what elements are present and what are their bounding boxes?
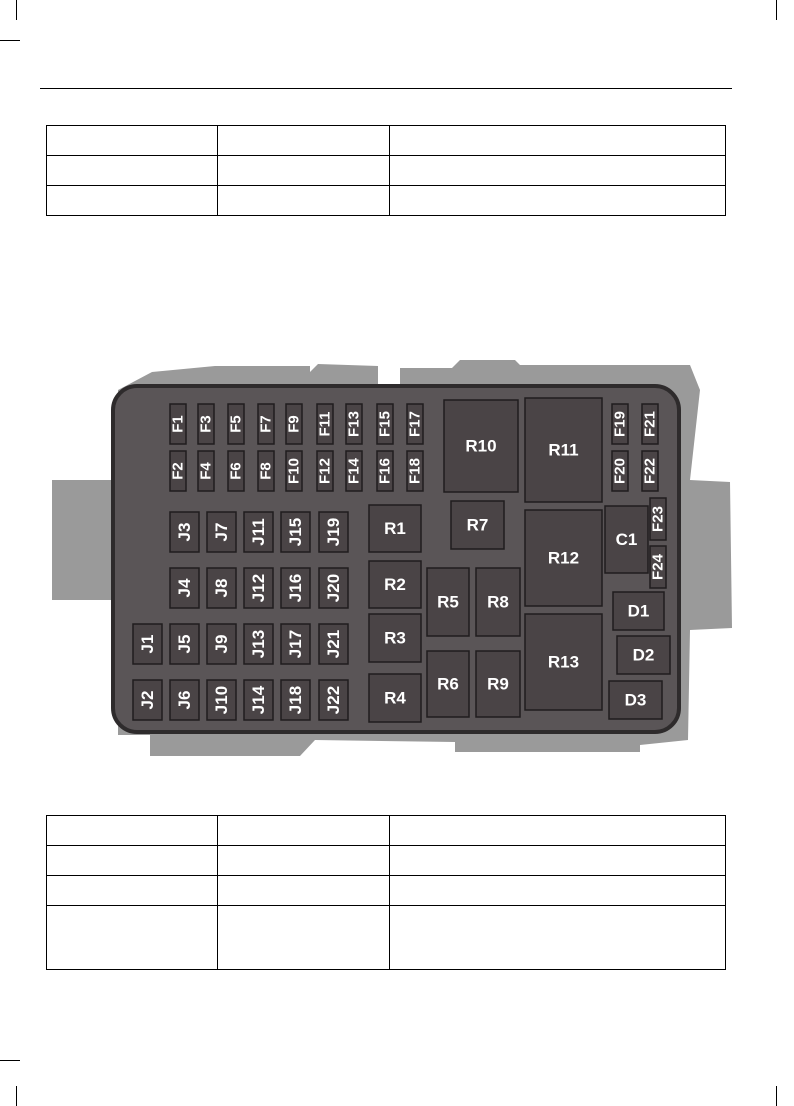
component-label: F22 (641, 458, 659, 484)
component-label: J1 (138, 634, 157, 654)
component-r3 (369, 614, 421, 662)
component-f13 (346, 404, 363, 444)
component-f6 (228, 451, 245, 491)
component-label: J2 (138, 690, 157, 710)
table-row (47, 816, 726, 846)
component-label: F5 (227, 415, 245, 433)
component-label: J4 (175, 578, 194, 598)
component-label: F3 (197, 415, 215, 433)
component-f23 (650, 498, 667, 540)
component-j21 (319, 624, 348, 664)
component-j6 (170, 680, 199, 720)
component-label: R10 (465, 436, 497, 456)
component-f17 (407, 404, 424, 444)
component-r1 (369, 505, 421, 552)
component-f11 (317, 404, 334, 444)
component-label: R7 (466, 515, 489, 535)
component-label: R6 (437, 674, 459, 694)
component-label: R12 (547, 548, 580, 568)
component-label: R1 (384, 519, 406, 538)
component-f21 (642, 404, 659, 444)
component-label: F18 (406, 458, 424, 484)
component-label: J20 (324, 573, 343, 603)
table-bottom (46, 815, 726, 970)
component-j17 (281, 624, 310, 664)
component-label: J19 (324, 517, 343, 547)
component-label: J6 (175, 690, 194, 710)
component-r9 (476, 651, 520, 717)
component-f3 (198, 404, 215, 444)
component-label: R4 (384, 688, 406, 708)
component-label: J11 (249, 518, 268, 546)
component-j2 (133, 680, 162, 720)
component-f24 (650, 546, 667, 588)
component-label: F11 (316, 411, 334, 437)
component-label: F14 (345, 458, 363, 484)
component-label: F7 (257, 415, 275, 433)
component-label: R3 (384, 628, 406, 648)
component-r6 (427, 651, 469, 717)
component-label: C1 (615, 530, 638, 549)
component-label: F1 (169, 415, 187, 433)
component-c1 (605, 506, 648, 573)
component-f7 (258, 404, 275, 444)
component-label: J3 (175, 522, 194, 542)
component-label: J10 (212, 685, 231, 715)
component-r13 (525, 614, 602, 710)
component-d1 (613, 592, 664, 630)
component-label: R11 (548, 440, 579, 460)
component-label: D3 (624, 690, 647, 710)
component-j19 (319, 512, 348, 552)
component-label: R2 (384, 575, 406, 594)
component-label: F13 (345, 411, 363, 437)
component-f16 (377, 451, 394, 491)
component-label: R8 (487, 592, 509, 612)
component-d2 (617, 636, 670, 674)
component-j22 (319, 680, 348, 720)
component-label: J7 (212, 522, 231, 542)
component-label: J13 (249, 629, 268, 659)
component-f18 (407, 451, 424, 491)
table-row (47, 906, 726, 970)
component-j20 (319, 568, 348, 608)
component-f12 (317, 451, 334, 491)
component-f19 (612, 404, 629, 444)
component-r8 (476, 568, 520, 636)
component-label: F23 (649, 506, 667, 532)
component-j7 (207, 512, 236, 552)
component-label: R13 (547, 652, 580, 672)
component-label: J15 (286, 517, 305, 547)
component-r2 (369, 561, 421, 608)
component-label: R5 (437, 592, 459, 612)
component-label: J12 (249, 573, 268, 603)
component-f22 (642, 451, 659, 491)
component-f2 (170, 451, 187, 491)
component-j5 (170, 624, 199, 664)
component-r12 (525, 510, 602, 606)
component-j12 (244, 568, 273, 608)
component-label: F12 (316, 458, 334, 484)
component-j10 (207, 680, 236, 720)
component-label: J5 (175, 634, 194, 654)
component-r11 (525, 398, 602, 502)
component-j8 (207, 568, 236, 608)
component-f8 (258, 451, 275, 491)
component-label: J14 (249, 685, 268, 715)
component-f9 (286, 404, 303, 444)
component-label: J8 (212, 578, 231, 598)
component-label: F17 (406, 411, 424, 437)
component-label: F2 (169, 462, 187, 480)
component-r5 (427, 568, 469, 636)
component-j3 (170, 512, 199, 552)
component-d3 (609, 681, 662, 719)
component-label: D1 (627, 601, 650, 621)
component-label: J17 (286, 629, 305, 659)
component-label: F4 (197, 462, 215, 480)
table-row (47, 846, 726, 876)
component-j11 (244, 512, 273, 552)
component-j4 (170, 568, 199, 608)
component-j13 (244, 624, 273, 664)
component-f10 (286, 451, 303, 491)
component-label: R9 (487, 674, 509, 694)
component-j1 (133, 624, 162, 664)
component-j9 (207, 624, 236, 664)
table-row (47, 876, 726, 906)
component-label: F16 (376, 458, 394, 484)
component-label: D2 (632, 645, 655, 665)
component-label: F10 (285, 458, 303, 484)
component-f15 (377, 404, 394, 444)
component-f5 (228, 404, 245, 444)
component-label: F9 (285, 415, 303, 433)
component-f1 (170, 404, 187, 444)
component-label: F24 (649, 554, 667, 580)
component-label: F15 (376, 411, 394, 437)
component-j16 (281, 568, 310, 608)
component-label: F21 (641, 411, 659, 437)
component-label: J16 (286, 573, 305, 603)
component-j18 (281, 680, 310, 720)
component-r4 (369, 674, 421, 722)
component-label: J9 (212, 634, 231, 654)
component-label: F6 (227, 462, 245, 480)
component-label: F8 (257, 462, 275, 480)
component-r7 (451, 501, 504, 549)
component-label: J18 (286, 685, 305, 715)
component-label: J22 (324, 685, 343, 715)
component-f14 (346, 451, 363, 491)
component-label: F19 (611, 411, 629, 437)
component-j15 (281, 512, 310, 552)
component-f20 (612, 451, 629, 491)
component-label: J21 (324, 629, 343, 659)
component-j14 (244, 680, 273, 720)
component-r10 (444, 400, 518, 492)
component-f4 (198, 451, 215, 491)
component-label: F20 (611, 458, 629, 484)
